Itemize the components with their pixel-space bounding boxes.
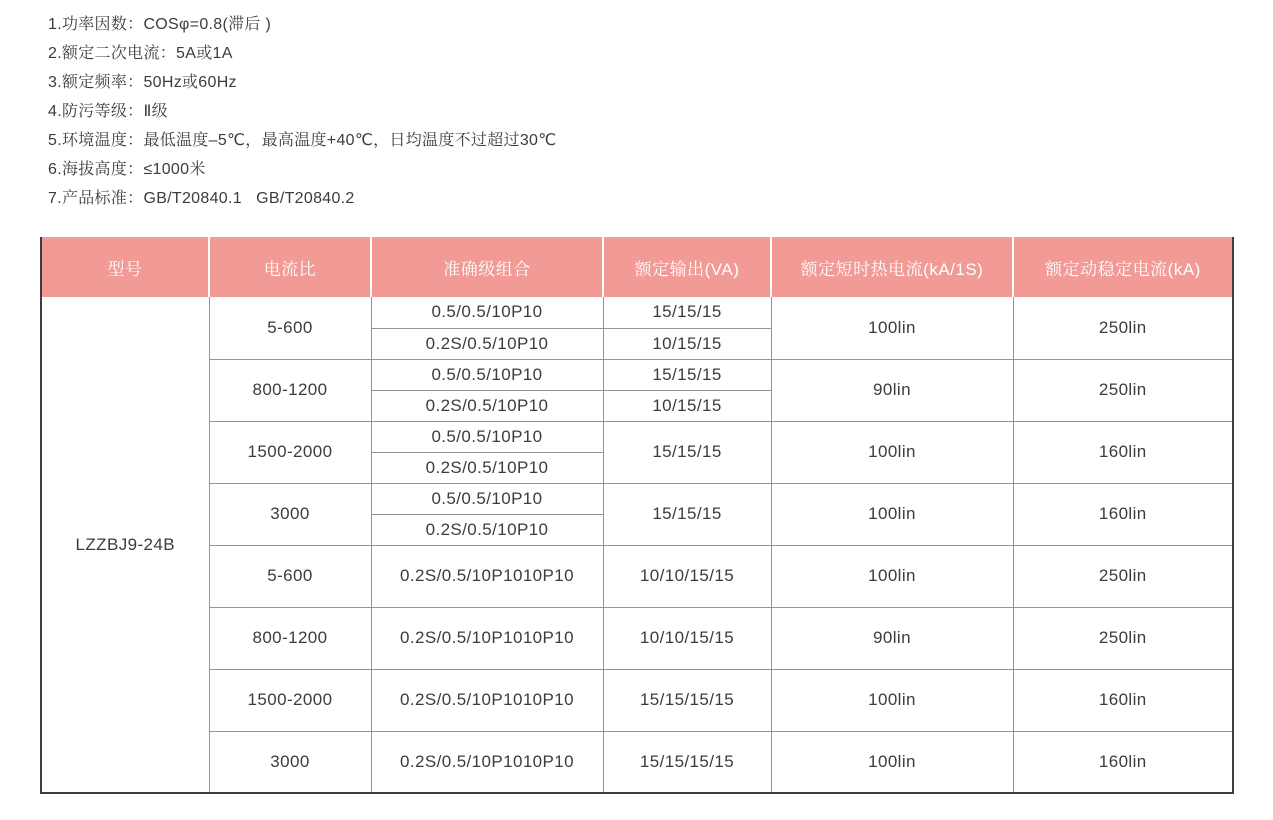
header-model: 型号 — [41, 237, 209, 297]
cell-thermal-current: 100lin — [771, 669, 1013, 731]
cell-ratio: 800-1200 — [209, 359, 371, 421]
cell-ratio: 1500-2000 — [209, 669, 371, 731]
cell-dynamic-current: 160lin — [1013, 731, 1233, 793]
spec-item-product-standard: 7.产品标准：GB/T20840.1 GB/T20840.2 — [48, 190, 355, 207]
table-row — [41, 421, 1233, 452]
cell-accuracy: 0.5/0.5/10P10 — [371, 483, 603, 514]
spec-list — [48, 10, 557, 213]
cell-thermal-current: 100lin — [771, 297, 1013, 359]
header-thermal-current: 额定短时热电流(kA/1S) — [771, 237, 1013, 297]
table-row — [41, 483, 1233, 514]
cell-dynamic-current: 250lin — [1013, 545, 1233, 607]
cell-ratio: 1500-2000 — [209, 421, 371, 483]
cell-accuracy: 0.2S/0.5/10P10 — [371, 514, 603, 545]
cell-dynamic-current: 250lin — [1013, 297, 1233, 359]
cell-output: 15/15/15 — [603, 359, 771, 390]
spec-item-altitude: 6.海拔高度：≤1000米 — [48, 161, 206, 178]
cell-accuracy: 0.2S/0.5/10P10 — [371, 452, 603, 483]
cell-accuracy: 0.2S/0.5/10P1010P10 — [371, 731, 603, 793]
cell-output: 15/15/15 — [603, 297, 771, 328]
cell-thermal-current: 100lin — [771, 731, 1013, 793]
spec-table — [40, 237, 1234, 794]
cell-accuracy: 0.5/0.5/10P10 — [371, 359, 603, 390]
header-row — [41, 237, 1233, 297]
cell-output: 15/15/15 — [603, 483, 771, 545]
cell-accuracy: 0.2S/0.5/10P1010P10 — [371, 545, 603, 607]
spec-item-secondary-current: 2.额定二次电流：5A或1A — [48, 45, 233, 62]
cell-output: 15/15/15/15 — [603, 731, 771, 793]
table-row — [41, 545, 1233, 607]
cell-output: 10/15/15 — [603, 328, 771, 359]
cell-dynamic-current: 160lin — [1013, 421, 1233, 483]
header-accuracy-combo: 准确级组合 — [371, 237, 603, 297]
cell-ratio: 3000 — [209, 731, 371, 793]
cell-accuracy: 0.2S/0.5/10P10 — [371, 390, 603, 421]
cell-dynamic-current: 160lin — [1013, 483, 1233, 545]
header-current-ratio: 电流比 — [209, 237, 371, 297]
header-rated-output: 额定输出(VA) — [603, 237, 771, 297]
cell-output: 10/10/15/15 — [603, 545, 771, 607]
cell-dynamic-current: 250lin — [1013, 359, 1233, 421]
cell-thermal-current: 100lin — [771, 545, 1013, 607]
cell-dynamic-current: 250lin — [1013, 607, 1233, 669]
table-row — [41, 297, 1233, 328]
spec-item-power-factor: 1.功率因数：COSφ=0.8(滞后 ) — [48, 16, 272, 33]
cell-dynamic-current: 160lin — [1013, 669, 1233, 731]
table-row — [41, 359, 1233, 390]
spec-item-ambient-temperature: 5.环境温度：最低温度–5℃，最高温度+40℃，日均温度不过超过30℃ — [48, 132, 557, 149]
header-dynamic-current: 额定动稳定电流(kA) — [1013, 237, 1233, 297]
cell-thermal-current: 100lin — [771, 421, 1013, 483]
table-row — [41, 669, 1233, 731]
cell-accuracy: 0.2S/0.5/10P1010P10 — [371, 607, 603, 669]
table-row — [41, 731, 1233, 793]
cell-model: LZZBJ9-24B — [41, 297, 209, 793]
cell-output: 10/10/15/15 — [603, 607, 771, 669]
cell-accuracy: 0.2S/0.5/10P1010P10 — [371, 669, 603, 731]
cell-output: 15/15/15/15 — [603, 669, 771, 731]
cell-output: 15/15/15 — [603, 421, 771, 483]
cell-accuracy: 0.5/0.5/10P10 — [371, 421, 603, 452]
cell-accuracy: 0.2S/0.5/10P10 — [371, 328, 603, 359]
cell-ratio: 3000 — [209, 483, 371, 545]
cell-thermal-current: 90lin — [771, 359, 1013, 421]
cell-thermal-current: 90lin — [771, 607, 1013, 669]
cell-thermal-current: 100lin — [771, 483, 1013, 545]
cell-output: 10/15/15 — [603, 390, 771, 421]
cell-ratio: 5-600 — [209, 545, 371, 607]
spec-item-pollution-class: 4.防污等级：Ⅱ级 — [48, 103, 168, 120]
cell-ratio: 800-1200 — [209, 607, 371, 669]
cell-accuracy: 0.5/0.5/10P10 — [371, 297, 603, 328]
cell-ratio: 5-600 — [209, 297, 371, 359]
table-row — [41, 607, 1233, 669]
spec-item-frequency: 3.额定频率：50Hz或60Hz — [48, 74, 237, 91]
